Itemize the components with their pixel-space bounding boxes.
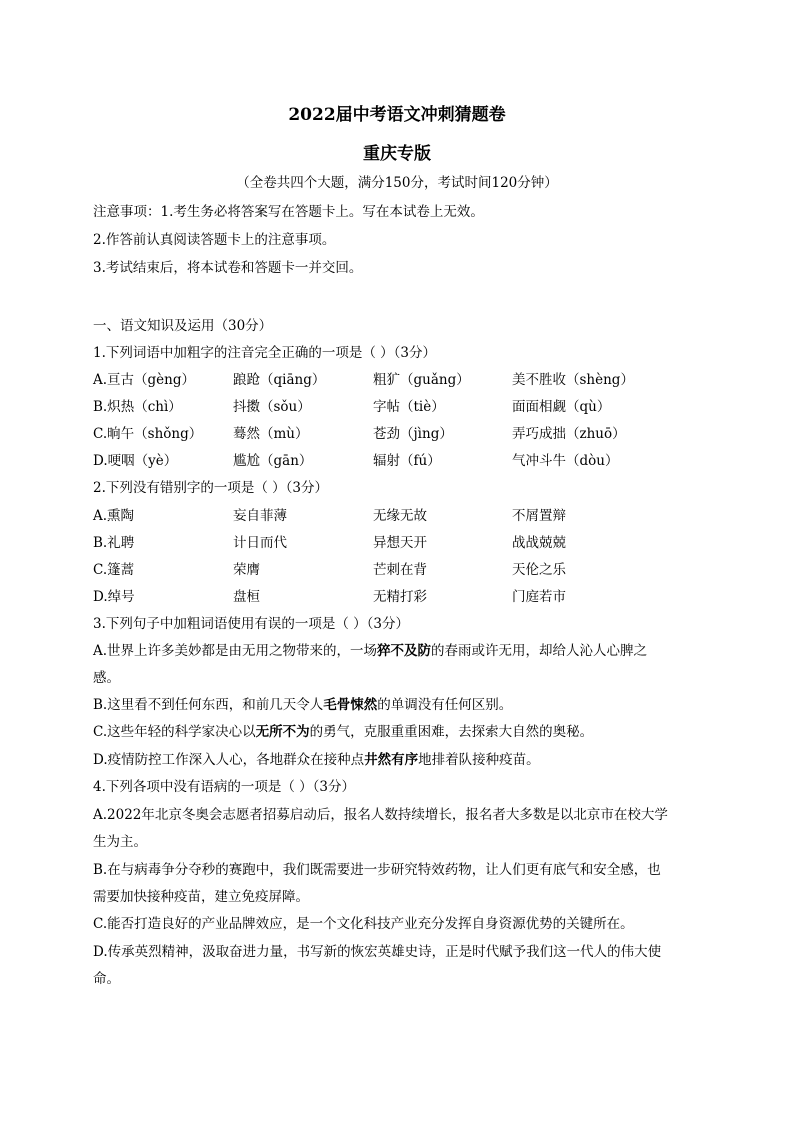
option-cell: A.熏陶 [93, 508, 135, 524]
option-b: B.在与病毒争分夺秒的赛跑中，我们既需要进一步研究特效药物，让人们更有底气和安全感，也 [93, 862, 661, 878]
option-cell: 弄巧成拙（zhuō） [512, 426, 626, 442]
bold-phrase: 井然有序 [364, 752, 419, 768]
option-cell: 辐射（fú） [373, 453, 441, 469]
option-cell: 尴尬（gān） [233, 453, 313, 469]
option-cell: B.炽热（chì） [93, 399, 182, 415]
option-row [93, 560, 713, 580]
option-row [93, 533, 713, 553]
option-row [93, 397, 713, 417]
bold-phrase: 无所不为 [255, 724, 310, 740]
option-cell: 荣膺 [233, 562, 260, 578]
option-cell: 粗犷（guǎng） [373, 372, 470, 388]
option-cell: 蓦然（mù） [233, 426, 309, 442]
option-cell: 计日而代 [233, 535, 287, 551]
option-cell: 异想天开 [373, 535, 427, 551]
option-text: 的单调没有任何区别。 [377, 697, 513, 713]
option-cell: B.礼聘 [93, 535, 135, 551]
bold-phrase: 毛骨悚然 [323, 697, 378, 713]
exam-title: 2022届中考语文冲刺猜题卷 [288, 105, 506, 125]
option-cell: 战战兢兢 [512, 535, 566, 551]
option-b-continued: 需要加快接种疫苗，建立免疫屏障。 [93, 889, 309, 905]
option-a [93, 641, 647, 661]
option-cell: D.哽咽（yè） [93, 453, 178, 469]
option-cell: C.篷蒿 [93, 562, 135, 578]
option-cell: 无缘无故 [373, 508, 427, 524]
option-cell: 盘桓 [233, 589, 260, 605]
question-stem: 2.下列没有错别字的一项是（ ）（3分） [93, 480, 329, 496]
notice-line: 注意事项：1.考生务必将答案写在答题卡上。写在本试卷上无效。 [93, 204, 484, 220]
option-d [93, 750, 540, 770]
option-cell: 无精打彩 [373, 589, 427, 605]
option-cell: 门庭若市 [512, 589, 566, 605]
question-stem: 4.下列各项中没有语病的一项是（ ）（3分） [93, 779, 356, 795]
option-c: C.能否打造良好的产业品牌效应，是一个文化科技产业充分发挥自身资源优势的关键所在。 [93, 916, 634, 932]
bold-phrase: 猝不及防 [377, 643, 432, 659]
option-cell: 芒刺在背 [373, 562, 427, 578]
option-row [93, 587, 713, 607]
option-cell: 不屑置辩 [512, 508, 566, 524]
option-cell: C.晌午（shǒng） [93, 426, 203, 442]
option-a: A.2022年北京冬奥会志愿者招募启动后，报名人数持续增长，报名者大多数是以北京市在校大学 [93, 807, 668, 823]
option-cell: 美不胜收（shèng） [512, 372, 634, 388]
option-cell: 气冲斗牛（dòu） [512, 453, 619, 469]
option-c [93, 722, 593, 742]
option-row [93, 506, 713, 526]
option-cell: 踉跄（qiāng） [233, 372, 326, 388]
option-cell: 妄自菲薄 [233, 508, 287, 524]
option-cell: 天伦之乐 [512, 562, 566, 578]
option-a-continued: 生为主。 [93, 834, 147, 850]
exam-info: （全卷共四个大题，满分150分，考试时间120分钟） [236, 175, 558, 191]
option-text: D.疫情防控工作深入人心，各地群众在接种点 [93, 752, 365, 768]
option-cell: 字帖（tiè） [373, 399, 445, 415]
question-stem: 3.下列句子中加粗词语使用有误的一项是（ ）（3分） [93, 616, 410, 632]
option-row [93, 451, 713, 471]
option-text: A.世界上许多美妙都是由无用之物带来的，一场 [93, 643, 378, 659]
option-cell: A.亘古（gèng） [93, 372, 196, 388]
option-cell: 抖擞（sǒu） [233, 399, 311, 415]
option-cell: 面面相觑（qù） [512, 399, 611, 415]
option-d: D.传承英烈精神，汲取奋进力量，书写新的恢宏英雄史诗，正是时代赋予我们这一代人的伟大使 [93, 944, 662, 960]
option-text: 的春雨或许无用，却给人沁人心脾之 [431, 643, 648, 659]
exam-subtitle: 重庆专版 [363, 144, 431, 164]
option-text: 的勇气，克服重重困难，去探索大自然的奥秘。 [309, 724, 594, 740]
option-row [93, 424, 713, 444]
option-text: B.这里看不到任何东西，和前几天令人 [93, 697, 324, 713]
option-cell: 苍劲（jìng） [373, 426, 453, 442]
option-a-continued: 感。 [93, 670, 120, 686]
option-text: C.这些年轻的科学家决心以 [93, 724, 256, 740]
option-d-continued: 命。 [93, 971, 120, 987]
option-text: 地排着队接种疫苗。 [418, 752, 540, 768]
notice-line: 2.作答前认真阅读答题卡上的注意事项。 [93, 232, 336, 248]
section-heading: 一、语文知识及运用（30分） [93, 318, 273, 334]
question-stem: 1.下列词语中加粗字的注音完全正确的一项是（ ）（3分） [93, 345, 437, 361]
option-b [93, 695, 512, 715]
option-cell: D.绰号 [93, 589, 135, 605]
option-row [93, 370, 713, 390]
notice-line: 3.考试结束后，将本试卷和答题卡一并交回。 [93, 260, 363, 276]
